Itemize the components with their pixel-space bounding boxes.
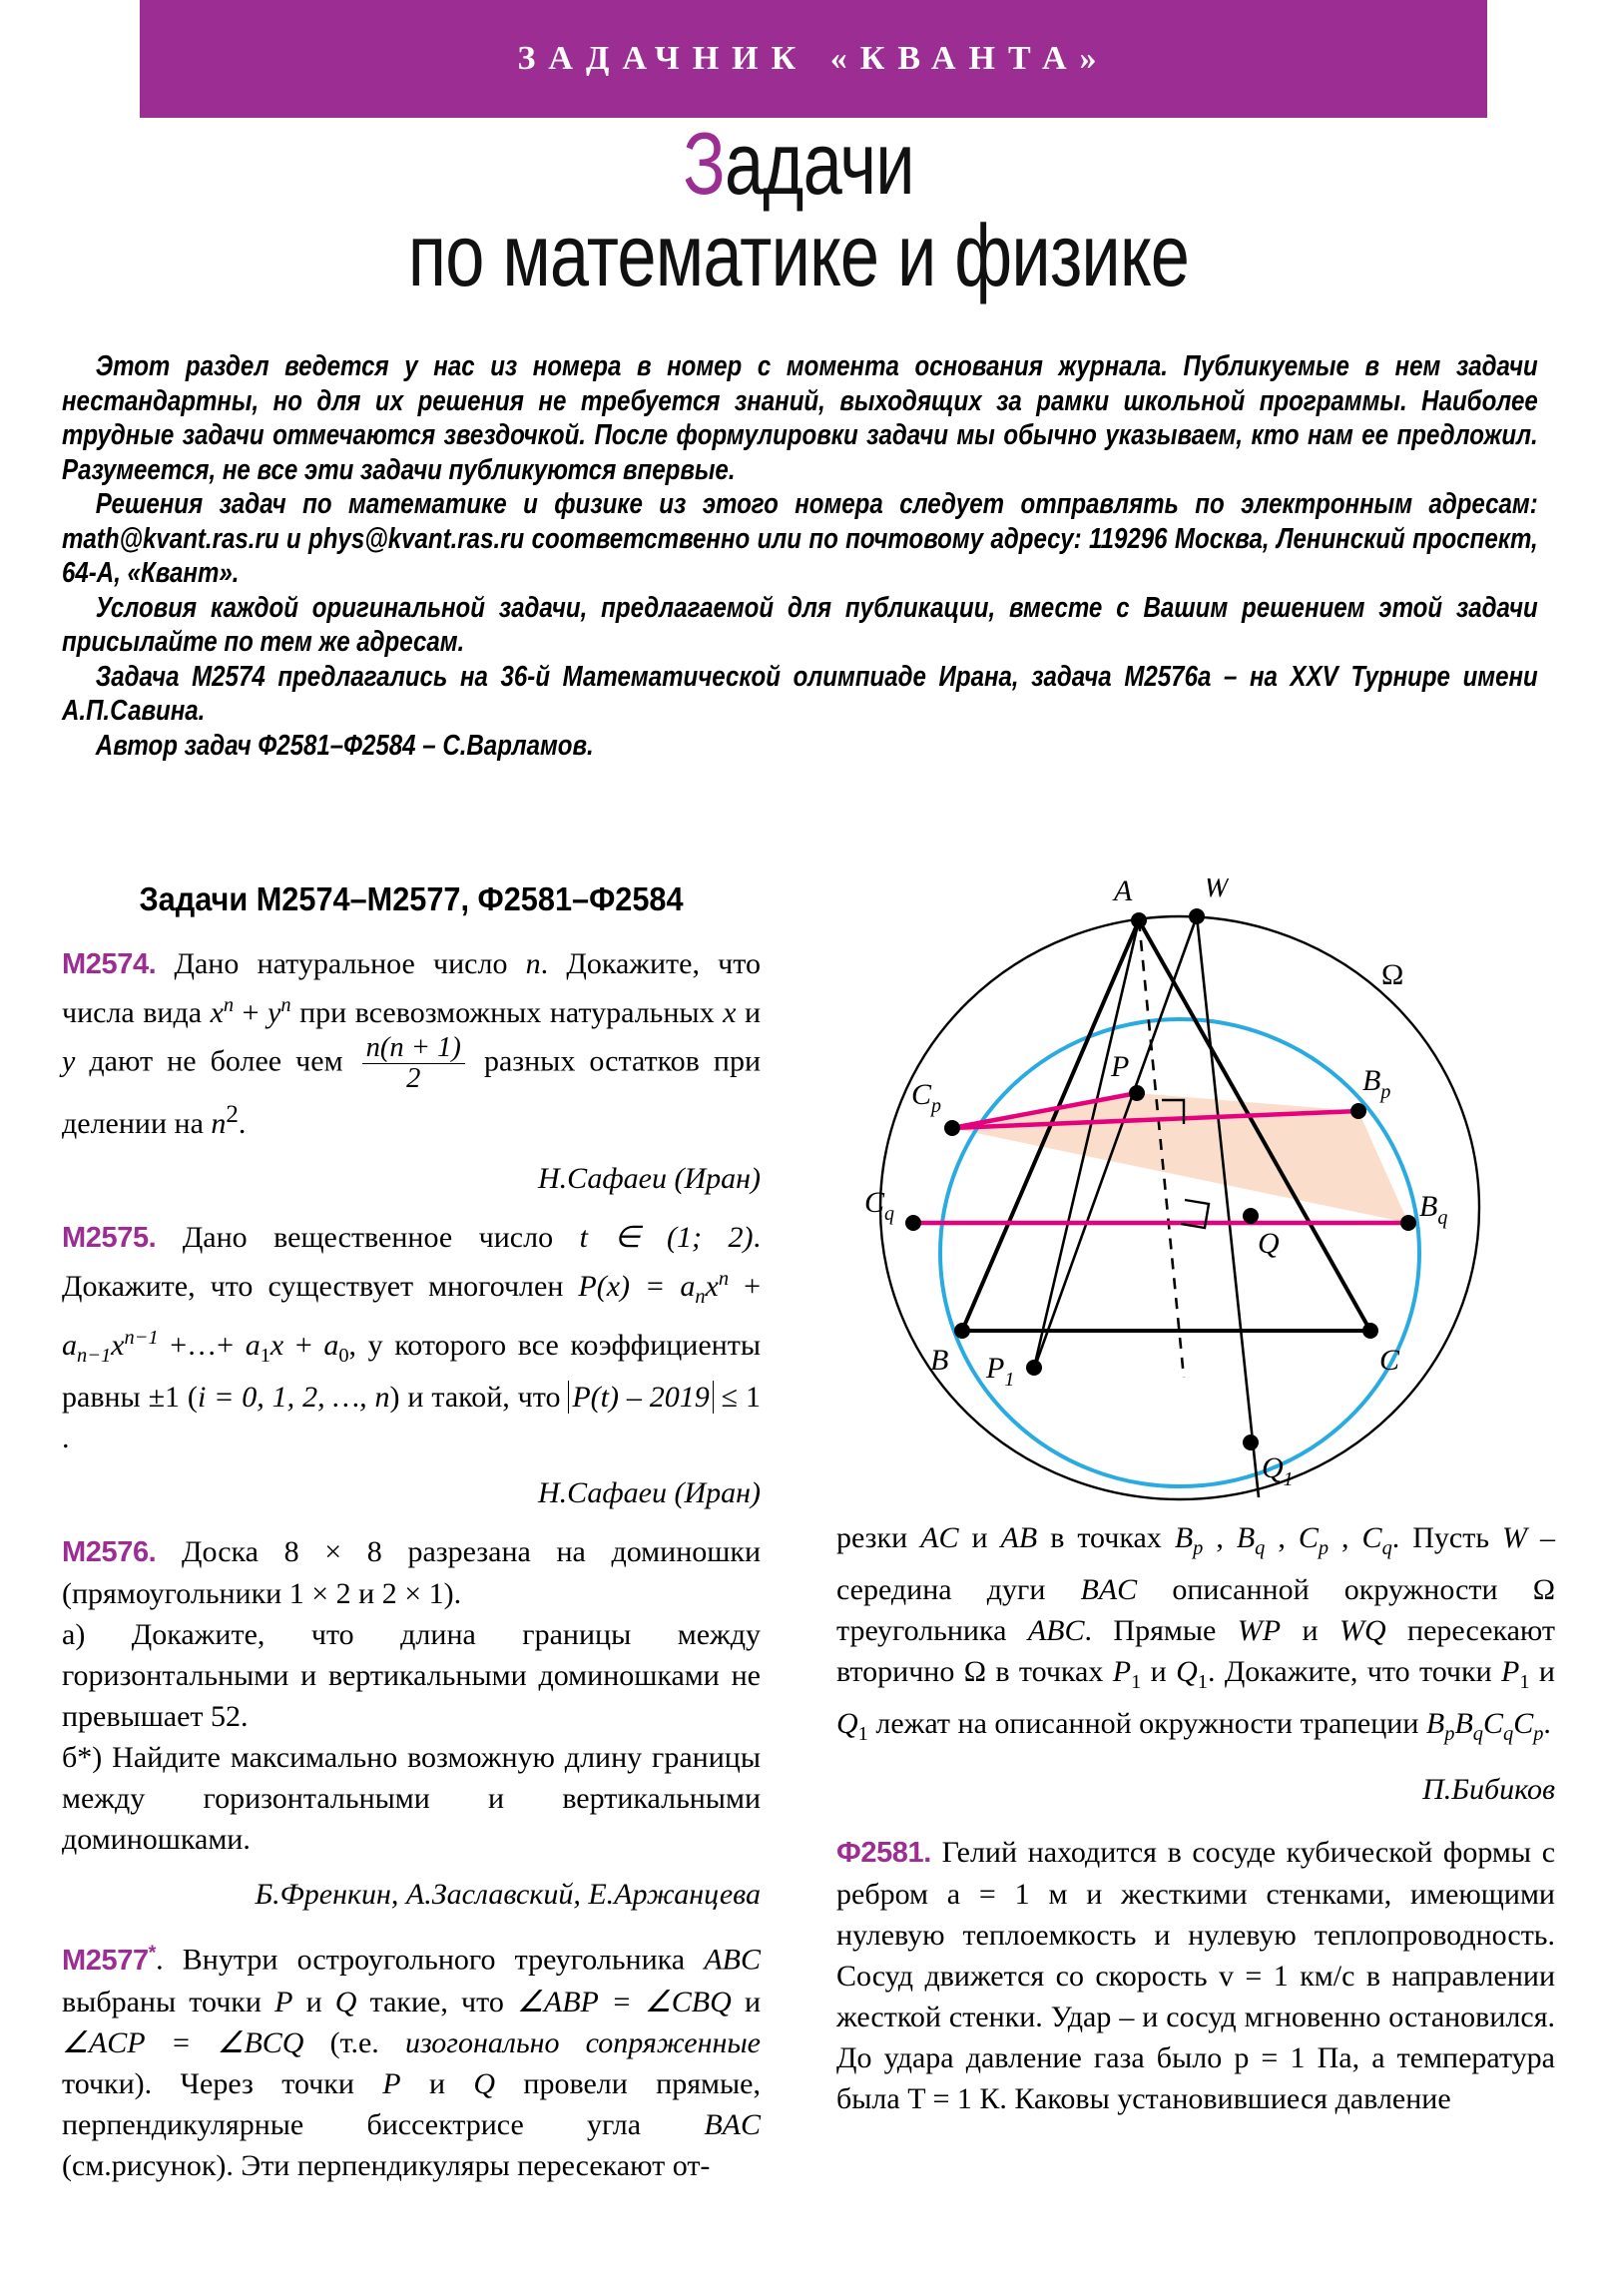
m2577-ac: AC: [920, 1521, 959, 1554]
m2577-angle-2: ∠ACP = ∠BCQ: [62, 2026, 304, 2060]
m2574-text-d: и: [736, 996, 761, 1029]
point-bp: [1350, 1103, 1366, 1119]
right-column: [836, 1517, 1555, 2133]
banner-title: ЗАДАЧНИК «КВАНТА»: [517, 40, 1110, 77]
m2577-cont-g: треугольника: [836, 1614, 1028, 1647]
problem-f2581: [836, 1832, 1555, 2119]
label-q1: $Q_1$: [1262, 1451, 1294, 1490]
label-p: P: [1111, 1050, 1130, 1083]
point-bq: [1400, 1215, 1416, 1231]
m2574-text-a: Дано натуральное число: [174, 947, 526, 980]
m2577-ab: AB: [1000, 1521, 1038, 1554]
m2577-cont-a: резки: [836, 1521, 921, 1554]
m2574-var-y: y: [62, 1044, 76, 1078]
label-a: A: [1114, 878, 1133, 907]
m2577-num-text: М2577: [62, 1945, 149, 1978]
intro-paragraph-4: Задача М2574 предлагались на 36-й Математической олимпиаде Ирана, задача М2576а – на XXV Турнире имени А.П.Савина.: [62, 660, 1538, 727]
problem-number-m2576: М2576.: [62, 1536, 157, 1569]
geometry-figure: [834, 878, 1573, 1517]
section-banner: [140, 0, 1487, 118]
page-title: [0, 114, 1597, 304]
point-q: [1243, 1208, 1259, 1224]
author-m2575: Н.Сафаеи (Иран): [537, 1476, 761, 1510]
problem-m2574: М2574. Дано натуральное число n. Докажите, что числа вида $x^n + y^n$ при всевозможных натуральных x и y дают не более чем $\frac{n(n + 1)}{2}$ разных остатков при делении на $n^2$.: [62, 947, 761, 1141]
m2577-star: *: [148, 1942, 157, 1965]
m2577-cont-l: и: [1141, 1655, 1177, 1688]
title-line-1: [160, 114, 1437, 213]
m2574-expr-y: y: [267, 996, 281, 1029]
m2577-text-b: выбраны точки: [62, 1986, 275, 2019]
m2577-text-e: (т.е.: [303, 2026, 405, 2060]
point-c: [1362, 1323, 1378, 1339]
m2577-abc: ABC: [704, 1944, 761, 1978]
m2577-text-h: (см.рисунок). Эти перпендикуляры пересекают от-: [62, 2149, 711, 2183]
m2575-interval: t ∈ (1; 2): [579, 1221, 754, 1255]
author-m2576: Б.Френкин, А.Заславский, Е.Аржанцева: [255, 1878, 761, 1912]
m2577-emphasis: изогонально сопряженные: [404, 2026, 762, 2060]
m2575-abs-expression: P(t) – 2019: [568, 1381, 713, 1414]
m2577-cont-h: . Прямые: [1084, 1614, 1238, 1647]
problem-number-m2575: М2575.: [62, 1222, 157, 1255]
m2576-text-a: Доска 8 × 8 разрезана на доминошки (прямоугольники 1 × 2 и 2 × 1).: [62, 1535, 762, 1611]
label-c: C: [1379, 1344, 1400, 1377]
label-bp: $B_p$: [1362, 1064, 1391, 1103]
title-first-letter: З: [683, 114, 725, 213]
problem-number-f2581: Ф2581.: [836, 1837, 931, 1869]
inner-circle-trapezoid: [940, 1019, 1419, 1486]
title-line-1-rest: адачи: [724, 114, 914, 213]
m2575-text-a: Дано вещественное число: [182, 1221, 580, 1255]
intro-paragraph-2: Решения задач по математике и физике из этого номера следует отправлять по электронным адресам: math@kvant.ras.ru и phys@kvant.ras.ru соответственно или по почтовому адресу: 119296 Москва, Ленинский проспект, 64-А, «Квант».: [62, 488, 1538, 589]
m2577-and: и: [731, 1986, 761, 2019]
m2574-text-f: разных остатков при делении на: [62, 1044, 761, 1141]
m2577-cont-j: пересекают вторично: [836, 1614, 1556, 1688]
m2574-text-b: . Докажите, что числа вида: [62, 947, 761, 1029]
m2577-omega-1: Ω: [1532, 1573, 1555, 1606]
m2574-fraction-numerator: n(n + 1): [365, 1032, 461, 1063]
m2577-point-q: Q: [334, 1986, 357, 2019]
label-p1: $P_1$: [986, 1352, 1015, 1391]
m2574-text-g: .: [238, 1107, 247, 1141]
m2577-omega-2: Ω: [963, 1655, 986, 1688]
m2577-cont-n: лежат на описанной окружности трапеции: [867, 1707, 1426, 1740]
point-p1: [1026, 1360, 1042, 1376]
m2577-cont-c: в точках: [1037, 1521, 1175, 1554]
m2577-cont-o: .: [1543, 1707, 1551, 1740]
label-bq: $B_q$: [1419, 1190, 1448, 1229]
m2575-text-b: . Докажите, что существует многочлен: [62, 1221, 761, 1304]
problem-number-m2574: М2574.: [62, 948, 157, 980]
m2574-var-n: n: [525, 947, 541, 980]
label-b: B: [930, 1344, 949, 1377]
m2577-text-g: провели прямые, перпендикулярные биссектрисе угла: [62, 2067, 761, 2142]
m2577-bac: BAC: [704, 2108, 761, 2142]
m2577-text-d: такие, что: [356, 1986, 517, 2019]
m2577-abc-2: ABC: [1027, 1614, 1085, 1647]
intro-paragraph-1: Этот раздел ведется у нас из номера в номер с момента основания журнала. Публикуемые в нем задачи нестандартны, но для их решения не требуется знаний, выходящих за рамки школьной программы. Наиболее трудные задачи отмечаются звездочкой. После формулировки задачи мы обычно указываем, кто нам ее предложил. Разумеется, не все эти задачи публикуются впервые.: [62, 350, 1538, 486]
point-w: [1189, 908, 1205, 924]
m2577-point-p: P: [274, 1986, 293, 2019]
point-q1: [1243, 1435, 1259, 1450]
m2577-wq: WQ: [1338, 1614, 1386, 1647]
title-line-2: по математике и физике: [407, 205, 1190, 304]
point-p: [1129, 1085, 1145, 1101]
m2577-text-f: точки). Через точки: [62, 2067, 383, 2101]
m2575-condition-tail: ≤ 1 .: [62, 1381, 762, 1455]
m2577-wp: WP: [1237, 1614, 1282, 1647]
intro-paragraph-5: Автор задач Ф2581–Ф2584 – С.Варламов.: [95, 729, 594, 762]
m2575-polynomial-head: P(x) = a: [578, 1270, 696, 1304]
label-cp: $C_p$: [911, 1078, 942, 1117]
point-cp: [944, 1120, 960, 1136]
m2577-text-a: Внутри остроугольного треугольника: [182, 1944, 705, 1978]
problem-m2576-part-b: б*) Найдите максимально возможную длину границы между горизонтальными и вертикальными доминошками.: [62, 1741, 761, 1857]
m2574-text-c: при всевозможных натуральных: [290, 996, 724, 1029]
m2577-cont-f: описанной окружности: [1137, 1573, 1533, 1606]
m2577-dot: .: [156, 1944, 164, 1978]
m2577-angle-1: ∠ABP = ∠CBQ: [516, 1986, 732, 2019]
m2574-fraction: [362, 1033, 465, 1094]
m2577-cont-k: в точках: [986, 1655, 1113, 1688]
problem-m2576: [62, 1531, 761, 1614]
point-b: [954, 1323, 970, 1339]
line-w-to-q1: [1197, 916, 1259, 1497]
f2581-text: Гелий находится в сосуде кубической формы с ребром a = 1 м и жесткими стенками, имеющими нулевую теплоемкость и нулевую теплопроводность. Сосуд движется со скорость v = 1 км/с в направлении жесткой стенки. Удар – и сосуд мгновенно остановился. До удара давление газа было p = 1 Па, а температура была T = 1 К. Каковы установившиеся давление: [836, 1836, 1556, 2115]
point-a: [1131, 912, 1147, 928]
m2577-cont-m: . Докажите, что точки: [1207, 1655, 1502, 1688]
author-m2577: П.Бибиков: [1422, 1773, 1555, 1806]
m2575-text-d: ) и такой, что: [389, 1381, 569, 1415]
m2577-cont-e: – середина дуги: [836, 1521, 1556, 1606]
intro-block: [62, 349, 1538, 763]
m2577-cont-d: . Пусть: [1391, 1521, 1503, 1554]
problem-m2575: М2575. Дано вещественное число t ∈ (1; 2). Докажите, что существует многочлен $P(x) = a_nx^n + a_{n-1}x^{n-1}$ +…+ $a_1x + a_0$, у которого все коэффициенты равны ±1 (i = 0, 1, 2, …, n) и такой, что P(t) – 2019 ≤ 1 .: [62, 1221, 762, 1455]
problem-m2577: М2577*. Внутри остроугольного треугольника ABC выбраны точки P и Q такие, что ∠ABP = ∠CBQ и ∠ACP = ∠BCQ (т.е. изогонально сопряженные точки). Через точки P и Q провели прямые, перпендикулярные биссектрисе угла BAC (см.рисунок). Эти перпендикуляры пересекают от-: [62, 1942, 762, 2183]
m2574-fraction-denominator: 2: [362, 1063, 465, 1094]
m2574-expr-x: x: [210, 996, 224, 1029]
m2575-text-c: , у которого все коэффициенты равны ±1 (: [62, 1329, 761, 1415]
m2574-text-e: дают не более чем: [75, 1044, 357, 1078]
m2577-cont-i: и: [1281, 1614, 1339, 1647]
left-column: [62, 943, 761, 2200]
label-w: W: [1204, 878, 1229, 903]
m2575-index-condition: i = 0, 1, 2, …, n: [197, 1381, 390, 1415]
point-cq: [905, 1215, 921, 1231]
label-omega: Ω: [1381, 958, 1404, 991]
problem-m2577-continued: резки AC и AB в точках $B_p$ , $B_q$ , $C_p$ , $C_q$. Пусть W – середина дуги BAC описанной окружности Ω треугольника ABC. Прямые WP и WQ пересекают вторично Ω в точках $P_1$ и $Q_1$. Докажите, что точки $P_1$ и $Q_1$ лежат на описанной окружности трапеции $B_pB_qC_qC_p$.: [836, 1521, 1556, 1745]
intro-paragraph-3: Условия каждой оригинальной задачи, предлагаемой для публикации, вместе с Вашим решением этой задачи присылайте по тем же адресам.: [62, 591, 1538, 658]
problem-m2576-part-a: а) Докажите, что длина границы между горизонтальными и вертикальными доминошками не превышает 52.: [62, 1618, 761, 1734]
m2577-arc-bac: BAC: [1080, 1573, 1138, 1606]
problems-section-heading: Задачи М2574–М2577, Ф2581–Ф2584: [139, 880, 684, 917]
m2577-cont-b: и: [958, 1521, 1001, 1554]
problem-number-m2577: [62, 1942, 157, 1978]
label-cq: $C_q$: [864, 1186, 895, 1225]
author-m2574: Н.Сафаеи (Иран): [537, 1162, 761, 1196]
m2577-w: W: [1502, 1521, 1528, 1554]
label-q: Q: [1258, 1227, 1280, 1260]
m2577-text-c: и: [292, 1986, 335, 2019]
m2574-var-x: x: [723, 996, 737, 1029]
